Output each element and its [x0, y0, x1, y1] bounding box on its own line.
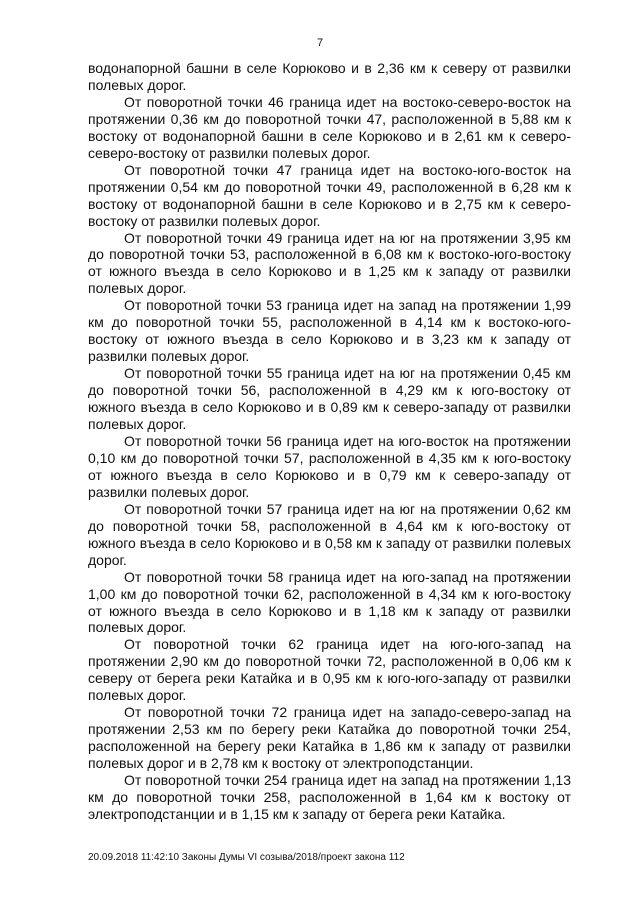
page-number: 7 — [316, 37, 324, 49]
paragraph-point-58: От поворотной точки 58 граница идет на юго-запад на протяжении 1,00 км до поворотной точки 62, расположенной в 4,34 км к юго-востоку от южного въезда в село Корюково и в 1,18 км к западу от развилки полевых дорог. — [88, 568, 571, 636]
document-body — [88, 60, 571, 823]
paragraph-point-53: От поворотной точки 53 граница идет на запад на протяжении 1,99 км до поворотной точки 55, расположенной в 4,14 км к востоко-юго-востоку от южного въезда в село Корюково и в 3,23 км к западу от развилки полевых дорог. — [88, 297, 571, 365]
paragraph-point-55: От поворотной точки 55 граница идет на юг на протяжении 0,45 км до поворотной точки 56, расположенной в 4,29 км к юго-востоку от южного въезда в село Корюково и в 0,89 км к северо-западу от развилки полевых дорог. — [88, 365, 571, 433]
paragraph-point-72: От поворотной точки 72 граница идет на западо-северо-запад на протяжении 2,53 км по берегу реки Катайка до поворотной точки 254, расположенной на берегу реки Катайка в 1,86 км к западу от развилки полевых дорог и в 2,78 км к востоку от электроподстанции. — [88, 704, 571, 772]
paragraph-continued: водонапорной башни в селе Корюково и в 2,36 км к северу от развилки полевых дорог. — [88, 60, 571, 93]
paragraph-point-62: От поворотной точки 62 граница идет на юго-юго-запад на протяжении 2,90 км до поворотной точки 72, расположенной в 0,06 км к северу от берега реки Катайка и в 0,95 км к юго-юго-западу от развилки полевых дорог. — [88, 636, 571, 704]
paragraph-point-47: От поворотной точки 47 граница идет на востоко-юго-восток на протяжении 0,54 км до поворотной точки 49, расположенной в 6,28 км к востоку от водонапорной башни в селе Корюково и в 2,75 км к северо-востоку от развилки полевых дорог. — [88, 161, 571, 229]
paragraph-point-46: От поворотной точки 46 граница идет на востоко-северо-восток на протяжении 0,36 км до поворотной точки 47, расположенной в 5,88 км к востоку от водонапорной башни в селе Корюково и в 2,61 км к северо-северо-востоку от развилки полевых дорог. — [88, 93, 571, 161]
paragraph-point-57: От поворотной точки 57 граница идет на юг на протяжении 0,62 км до поворотной точки 58, расположенной в 4,64 км к юго-востоку от южного въезда в село Корюково и в 0,58 км к западу от развилки полевых дорог. — [88, 500, 571, 568]
paragraph-point-56: От поворотной точки 56 граница идет на юго-восток на протяжении 0,10 км до поворотной точки 57, расположенной в 4,35 км к юго-востоку от южного въезда в село Корюково и в 0,79 км к северо-западу от развилки полевых дорог. — [88, 432, 571, 500]
document-footer: 20.09.2018 11:42:10 Законы Думы VI созыва/2018/проект закона 112 — [88, 852, 405, 863]
paragraph-point-49: От поворотной точки 49 граница идет на юг на протяжении 3,95 км до поворотной точки 53, расположенной в 6,08 км к востоко-юго-востоку от южного въезда в село Корюково и в 1,25 км к западу от развилки полевых дорог. — [88, 229, 571, 297]
paragraph-point-254: От поворотной точки 254 граница идет на запад на протяжении 1,13 км до поворотной точки 258, расположенной в 1,64 км к востоку от электроподстанции и в 1,15 км к западу от берега реки Катайка. — [88, 772, 571, 822]
